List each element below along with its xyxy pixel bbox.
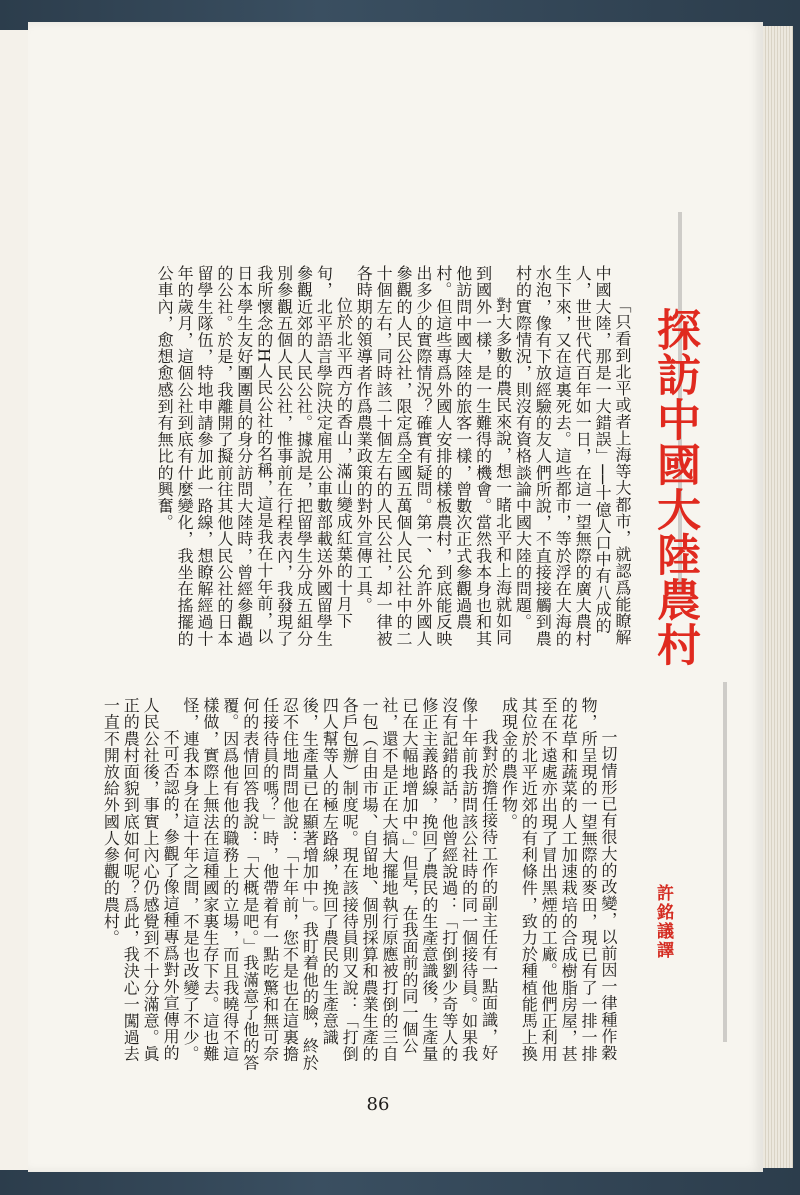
article-upper-section	[88, 265, 632, 657]
paragraph: 一切情形已有很大的改變，以前因一律種作穀物，所呈現的一望無際的麥田，現已有了一排一排的花草和蔬菜的人工加速栽培的合成樹脂房屋，甚至在不遠處亦出現了冒出黑煙的工廠。他們正利用其位於北平近郊的有利條件，致力於種植能馬上換成現金的農作物。	[499, 697, 618, 1063]
translator-credit: 許銘議譯	[653, 884, 673, 960]
book-page	[28, 22, 763, 1172]
paragraph: 對大多數的農民來說，想一睹北平和上海就如同到國外一樣，是一生難得的機會。當然我本身也和其他訪問中國大陸的旅客一樣，曾數次正式參觀過農村。但這些專爲外國人安排的樣板農村，到底能反映出多少的實際情況？確實有疑問。第一、允許外國人參觀的人民公社，限定爲全國五萬個人民公社中的二十個左右，同時該二十個左右的人民公社，却一律被各時期的領導者作爲農業政策的對外宣傳工具。	[354, 265, 513, 647]
paragraph: 不可否認的，參觀了像這種專爲對外宣傳用的人民公社後，事實上內心仍感覺到不十分滿意。眞正的農村面貌到底如何呢？爲此，我決心一闖過去一直不開放給外國人參觀的農村。	[101, 697, 181, 1063]
previous-page-edge	[0, 30, 29, 1170]
page-stack-edge	[763, 26, 793, 1168]
page-number: 86	[366, 1094, 390, 1115]
article-title: 探訪中國大陸農村	[649, 307, 700, 667]
paragraph: 我對於擔任接待工作的副主任有一點面識，好像十年前我訪問該公社時的同一個接待員。如果我沒有記錯的話，他曾經說過：「打倒劉少奇等人的修正主義路線，挽回了農民的生產意識後，生產量已在大幅地增加中。」但是，在我面前的同一個公社，還不是正在大搞大擺地執行原應被打倒的三自一包（自由市場、自留地、個別採算和農業生產的各戶包辦）制度呢。現在該接待員則又說：「打倒四人幫等人的極左路線，挽回了農民的生產意識後，生產量已在顯著增加中」。我盯着他的臉，終於忍不住地問問他說：「十年前，您不是也在這裏擔任接待員的嗎？」時，他帶着有一點吃驚和無可奈何的表情回答我說：「大概是吧。」我滿意了他的答覆。因爲他有他的職務上的立場，而且我曉得不這樣做，實際上無法在這種國家裏生存下去。這也難怪，連我本身在這十年之間，不是也改變了不少。	[180, 697, 499, 1071]
article-lower-section	[88, 697, 618, 1077]
show-through-mark	[723, 682, 727, 1042]
paragraph: 「只看到北平或者上海等大都市，就認爲能瞭解中國大陸，那是一大錯誤」──十億人口中有八成的人，世世代代百年如一日，在這一望無際的廣大農村生下來，又在這裏死去。這些都市，等於浮在大海的水泡，像有下放經驗的友人們所說，不直接接觸到農村的實際情況，則沒有資格談論中國大陸的問題。	[513, 265, 632, 647]
paragraph: 位於北平西方的香山，滿山變成紅葉的十月下旬，北平語言學院決定雇用公車數部載送外國留學生參觀近郊的人民公社。據說是，把留學生分成五組分別參觀五個人民公社，惟事前在行程表內，我發現了我所懷念的H人民公社的名稱，這是我在十年前，以日本學生友好團團員的身分訪問大陸時，曾經參觀過的公社。於是，我離開了擬前往其他人民公社的日本留學生隊伍，特地申請參加此一路線，想瞭解經過十年的歲月，這個公社到底有什麼變化，我坐在搖擺的公車內，愈想愈感到有無比的興奮。	[155, 265, 354, 647]
